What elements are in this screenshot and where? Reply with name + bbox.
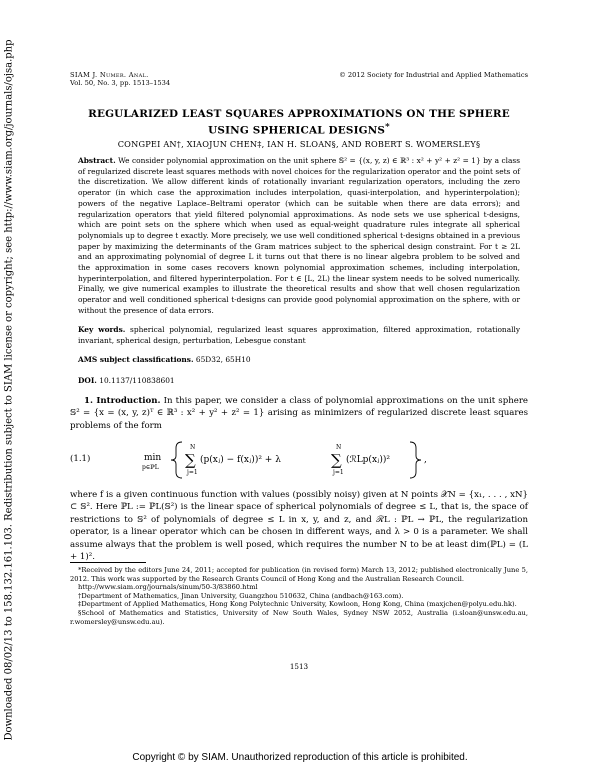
footnote-affiliation-2: ‡Department of Applied Mathematics, Hong Kong Polytechnic University, Kowloon, Hong Kong, China (maxjchen@polyu.edu.hk). bbox=[78, 600, 517, 609]
left-brace bbox=[171, 442, 182, 478]
eq-term-2: (ℛLp(xⱼ))² bbox=[346, 455, 391, 465]
doi bbox=[78, 375, 520, 386]
ams-text: 65D32, 65H10 bbox=[195, 355, 251, 364]
bottom-copyright: Copyright © by SIAM. Unauthorized reproduction of this article is prohibited. bbox=[132, 752, 468, 763]
sum1-sigma: ∑ bbox=[185, 451, 196, 469]
equation-1-1 bbox=[70, 438, 528, 480]
keywords-label: Key words. bbox=[78, 325, 126, 334]
footnote-affiliation-3: §School of Mathematics and Statistics, University of New South Wales, Sydney NSW 2052, Australia (i.sloan@unsw.edu.au, r.womersley@unsw.edu.au). bbox=[70, 608, 528, 626]
introduction-text: In this paper, we consider a class of polynomial approximations on the unit sphere 𝕊² = {x = (x, y, z)ᵀ ∈ ℝ³ : x² + y² + z² = 1} arising as minimizers of regularized discrete least squares problems of the form bbox=[70, 396, 529, 431]
equation-body bbox=[142, 438, 452, 482]
eq-term-1: (p(xⱼ) − f(xⱼ))² + λ bbox=[200, 455, 281, 465]
introduction-paragraph bbox=[70, 395, 528, 432]
ams-classification bbox=[78, 354, 520, 365]
eq-min: min bbox=[144, 453, 162, 463]
doi-label: DOI. bbox=[78, 376, 97, 385]
footnote-affiliation-1: †Department of Mathematics, Jinan University, Guangzhou 510632, China (andbach@163.com). bbox=[78, 591, 404, 600]
section-heading: 1. Introduction. bbox=[84, 396, 161, 406]
paper-title bbox=[70, 108, 528, 137]
journal-volume: Vol. 50, No. 3, pp. 1513–1534 bbox=[70, 79, 171, 88]
ams-label: AMS subject classifications. bbox=[78, 355, 194, 364]
footnote-url: http://www.siam.org/journals/sinum/50-3/83860.html bbox=[78, 583, 258, 592]
footnote-rule bbox=[70, 562, 146, 563]
eq-min-subscript: p∈ℙL bbox=[142, 464, 159, 471]
paper-title-text: REGULARIZED LEAST SQUARES APPROXIMATIONS ON THE SPHERE USING SPHERICAL DESIGNS bbox=[88, 108, 510, 137]
sum1-upper: N bbox=[190, 444, 196, 451]
right-brace bbox=[410, 442, 421, 478]
header-copyright: © 2012 Society for Industrial and Applied Mathematics bbox=[339, 71, 528, 79]
footnotes bbox=[70, 566, 528, 626]
eq-tail: , bbox=[424, 455, 427, 465]
equation-number: (1.1) bbox=[70, 454, 91, 464]
doi-text: 10.1137/110838601 bbox=[99, 376, 175, 385]
keywords-text: spherical polynomial, regularized least squares approximation, filtered approximation, rotationally invariant, spherical design, perturbation, Lebesgue constant bbox=[78, 325, 520, 345]
title-footnote-mark: * bbox=[385, 122, 390, 132]
download-sidebar bbox=[2, 39, 16, 741]
sum2-lower: j=1 bbox=[333, 469, 344, 476]
sum2-sigma: ∑ bbox=[331, 451, 342, 469]
footnote-received: *Received by the editors June 24, 2011; accepted for publication (in revised form) March 13, 2012; published electronically June 5, 2012. This work was supported by the Research Grants Council of Hong Kong and the Australian Research Council. bbox=[70, 566, 528, 583]
author-list: CONGPEI AN†, XIAOJUN CHEN‡, IAN H. SLOAN§, AND ROBERT S. WOMERSLEY§ bbox=[117, 139, 481, 149]
abstract-text: We consider polynomial approximation on the unit sphere 𝕊² = {(x, y, z) ∈ ℝ³ : x² + y² + z² = 1} by a class of regularized discrete least squares methods with novel choices for the regularization operator and the point sets of the discretization. We allow different kinds of rotationally invariant regularization operators, including the zero operator (in which case the approximation includes interpolation, quasi-interpolation, and hyperinterpolation); powers of the negative Laplace–Beltrami operator (which can be suitable when there are data errors); and regularization operators that yield filtered polynomial approximations. As node sets we use spherical t-designs, which are point sets on the sphere which when used as equal-weight quadrature rules integrate all spherical polynomials up to degree t exactly. More precisely, we use well conditioned spherical t-designs obtained in a previous paper by maximizing the determinants of the Gram matrices subject to the spherical design constraint. For t ≥ 2L and an approximating polynomial of degree L it turns out that there is no linear algebra problem to be solved and the approximation in some cases recovers known polynomial approximation schemes, including interpolation, hyperinterpolation, and filtered hyperinterpolation. For t ∈ [L, 2L) the linear system needs to be solved numerically. Finally, we give numerical examples to illustrate the theoretical results and show that well chosen regularization operator and well conditioned spherical t-designs can provide good polynomial approximation on the sphere, with or without the presence of data errors. bbox=[78, 156, 521, 315]
keywords bbox=[78, 325, 520, 346]
journal-name: SIAM J. Numer. Anal. bbox=[70, 71, 149, 79]
sum1-lower: j=1 bbox=[187, 469, 198, 476]
page-number: 1513 bbox=[289, 662, 309, 671]
sum2-upper: N bbox=[336, 444, 342, 451]
download-notice: Downloaded 08/02/13 to 158.132.161.103. Redistribution subject to SIAM license or copyright; see http://www.siam.org/journals/ojsa.php bbox=[3, 39, 15, 741]
journal-info bbox=[70, 71, 170, 88]
abstract-label: Abstract. bbox=[78, 156, 116, 165]
body-paragraph: where f is a given continuous function with values (possibly noisy) given at N points 𝒳N = {x₁, . . . , xN} ⊂ 𝕊². Here ℙL := ℙL(𝕊²) is the linear space of spherical polynomials of degree ≤ L, that is, the space of restrictions to 𝕊² of polynomials of degree ≤ L in x, y, and z, and ℛL : ℙL → ℙL, the regularization operator, is a linear operator which can be chosen in different ways, and λ > 0 is a parameter. We shall assume always that the problem is well posed, which requires the number N to be at least dim(ℙL) = (L + 1)². bbox=[70, 490, 528, 563]
abstract bbox=[78, 156, 520, 317]
